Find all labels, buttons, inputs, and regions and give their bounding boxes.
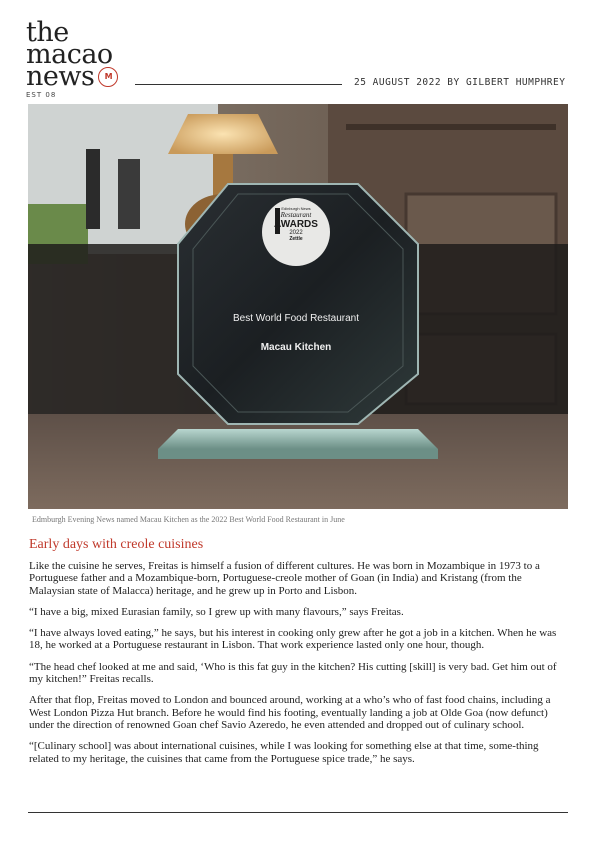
logo-word-the: the — [26, 17, 69, 48]
paragraph: After that flop, Freitas moved to London and bounced around, working at a who’s who of fast food chains, including a West London Pizza Hut branch. Before he would find his footing, eventually landing a job at Olde Goa (now defunct) under the direction of renowned Goan chef Savio Azeredo, he even attended and dropped out of culinary school. — [29, 694, 551, 731]
header-divider — [135, 84, 342, 85]
award-winner: Macau Kitchen — [260, 342, 332, 353]
paragraph: “[Culinary school] was about international cuisines, while I was looking for something else at that time, some-thing related to my heritage, the cuisines that came from the Portuguese spice trade,” he says. — [29, 740, 539, 765]
logo-word-news: news — [26, 61, 95, 92]
logo-news-row — [26, 61, 136, 92]
footer-divider — [28, 812, 568, 813]
paragraph: “I have a big, mixed Eurasian family, so I grew up with many flavours,” says Freitas. — [29, 605, 404, 618]
paragraph: “I have always loved eating,” he says, but his interest in cooking only grew after he got a job in a kitchen. When he was 18, he worked at a Portuguese restaurant in Lisbon. That work experience lasted only one hour, though. — [29, 627, 557, 652]
logo-word-macao: macao — [26, 39, 113, 70]
badge-line-1: Edinburgh News — [281, 206, 311, 211]
paragraph: “The head chef looked at me and said, ‘Who is this fat guy in the kitchen? His cutting [skill] is very bad. Get him out of my kitchen!” Freitas recalls. — [29, 660, 557, 686]
badge-line-5: Zettle — [289, 236, 303, 242]
badge-line-2: Restaurant — [280, 211, 312, 219]
section-heading: Early days with creole cuisines — [29, 537, 204, 552]
badge-line-4: 2022 — [289, 230, 303, 236]
article-body — [29, 560, 567, 774]
paragraph: Like the cuisine he serves, Freitas is himself a fusion of different cultures. He was born in Mozambique in 1973 to a Portuguese father and a Mozambique-born, Portuguese-creole mother of Goan (in India) and Kristang (from the Malaysian state of Malacca) heritage, and he grew up in Porto and Lisbon. — [29, 560, 540, 597]
trophy-photo-illustration — [28, 104, 568, 509]
logo-est: EST 08 — [26, 91, 57, 99]
article-byline: 25 AUGUST 2022 BY GILBERT HUMPHREY — [354, 77, 566, 88]
badge-line-3: AWARDS — [274, 219, 318, 230]
award-title: Best World Food Restaurant — [233, 313, 359, 324]
award-badge-text — [268, 206, 324, 242]
logo-badge-icon: M — [98, 67, 118, 87]
masthead-logo[interactable] — [26, 17, 136, 99]
article-photo — [28, 104, 568, 509]
photo-caption: Edmburgh Evening News named Macau Kitchen as the 2022 Best World Food Restaurant in June — [32, 515, 345, 524]
